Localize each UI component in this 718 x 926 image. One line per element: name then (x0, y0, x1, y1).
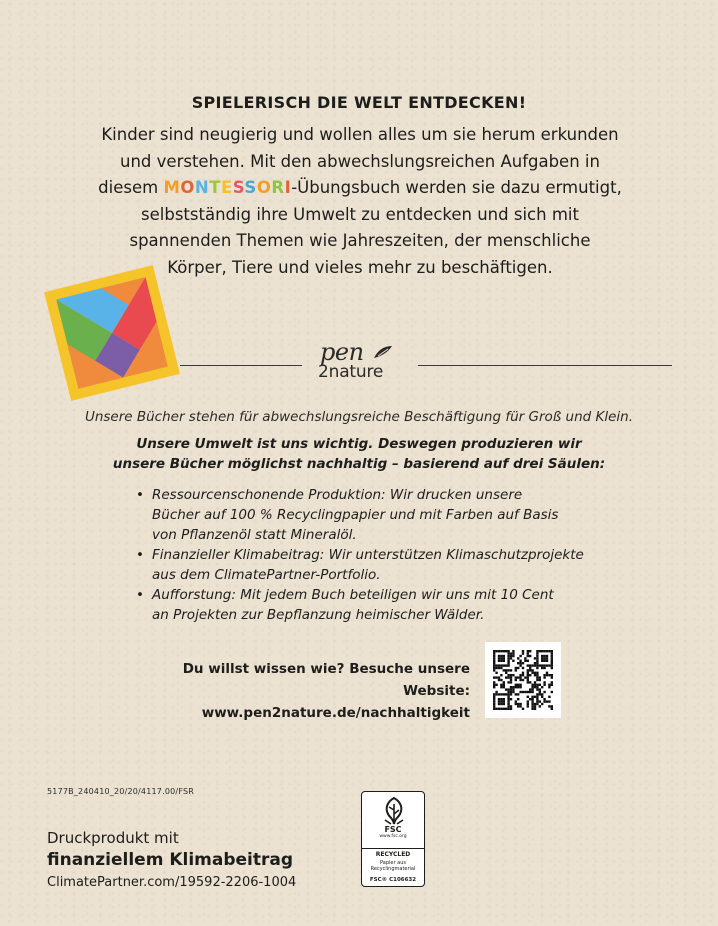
leaf-icon (372, 344, 394, 360)
tangram-illustration (42, 263, 182, 403)
fsc-url: www.fsc.org (379, 834, 407, 839)
intro-line: und verstehen. Mit den abwechslungsreichen Aufgaben in (120, 151, 600, 171)
lead-text: Unsere Bücher stehen für abwechslungsreiche Beschäftigung für Groß und Klein. (84, 409, 634, 425)
logo-bottom-text: 2nature (318, 362, 384, 382)
qr-code-icon (485, 642, 561, 718)
website-url[interactable]: www.pen2nature.de/nachhaltigkeit (201, 705, 470, 721)
intro-paragraph (60, 122, 660, 281)
intro-line: selbstständig ihre Umwelt zu entdecken und sich mit (141, 204, 579, 224)
statement-line: unsere Bücher möglichst nachhaltig – basierend auf drei Säulen: (112, 456, 606, 472)
intro-text: -Übungsbuch werden sie dazu ermutigt, (291, 178, 622, 197)
sustainability-statement (0, 434, 718, 474)
climate-label-line2: finanziellem Klimabeitrag (47, 850, 294, 870)
divider-right (418, 365, 672, 366)
montessori-word: MONTESSORI (163, 178, 292, 197)
fsc-title: FSC (384, 825, 402, 834)
intro-line: spannenden Themen wie Jahreszeiten, der menschliche (129, 231, 591, 250)
pen2nature-logo (306, 340, 414, 386)
climate-partner-url[interactable]: ClimatePartner.com/19592-2206-1004 (47, 875, 297, 890)
website-info (120, 658, 470, 724)
logo-top-text: pen (320, 338, 364, 366)
fsc-code: FSC® C106632 (369, 877, 417, 883)
fsc-label (361, 791, 425, 887)
pillars-list (136, 485, 616, 625)
fsc-paper-text: Papier aus Recyclingmaterial (370, 860, 416, 872)
page-heading: SPIELERISCH DIE WELT ENTDECKEN! (191, 93, 527, 112)
statement-line: Unsere Umwelt ist uns wichtig. Deswegen produzieren wir (136, 436, 582, 452)
list-item: • Finanzieller Klimabeitrag: Wir unterstützen Klimaschutzprojekte aus dem ClimatePartner-Portfolio. (136, 545, 616, 585)
climate-label-line1: Druckprodukt mit (47, 829, 179, 847)
website-prompt: Du willst wissen wie? Besuche unsere Website: (182, 661, 470, 699)
intro-line: Körper, Tiere und vieles mehr zu beschäftigen. (167, 257, 553, 277)
list-item: • Aufforstung: Mit jedem Buch beteiligen wir uns mit 10 Cent an Projekten zur Bepflanzung heimischer Wälder. (136, 585, 616, 625)
intro-line (60, 175, 660, 202)
print-code: 5177B_240410_20/20/4117.00/FSR (47, 787, 195, 796)
intro-text: diesem (98, 178, 164, 197)
divider-left (180, 365, 302, 366)
fsc-recycled: RECYCLED (362, 848, 424, 858)
qr-code[interactable] (485, 642, 561, 718)
intro-line: Kinder sind neugierig und wollen alles um sie herum erkunden (101, 125, 619, 144)
fsc-tree-icon (379, 796, 409, 826)
list-item: • Ressourcenschonende Produktion: Wir drucken unsere Bücher auf 100 % Recyclingpapier und mit Farben auf Basis von Pflanzenöl statt Mineralöl. (136, 485, 616, 545)
